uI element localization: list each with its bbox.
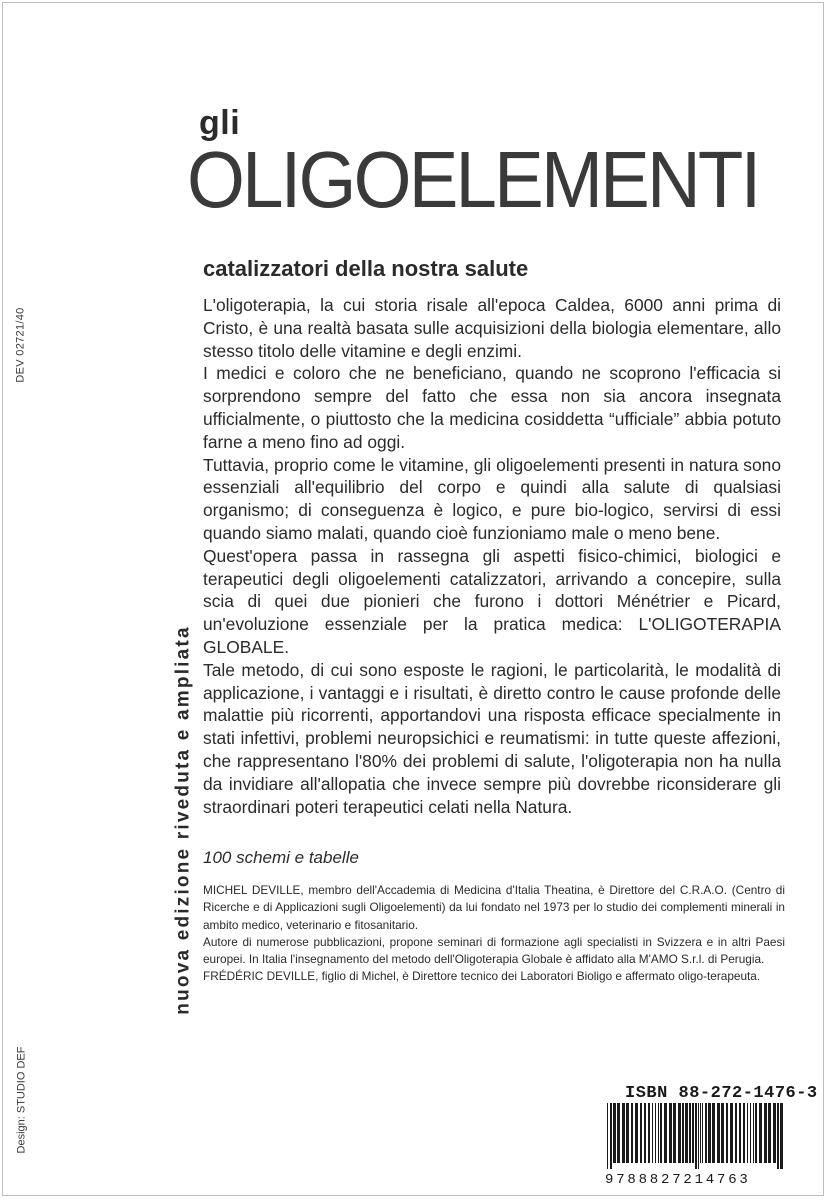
book-title: OLIGOELEMENTI	[187, 135, 759, 224]
edition-label	[166, 560, 202, 1080]
isbn-label: ISBN 88-272-1476-3	[625, 1084, 818, 1103]
design-credit	[6, 1040, 36, 1160]
description-paragraph: Quest'opera passa in rassegna gli aspetti fisico-chimici, biologici e terapeutici degli oligoelementi catalizzatori, arrivando a concepire, sulla scia di quei due pionieri che furono i dottori Ménétrier e Picard, un'evoluzione essenziale per la pratica medica: L'OLIGOTERAPIA GLOBALE.	[203, 545, 781, 657]
description-paragraph: I medici e coloro che ne beneficiano, quando ne scoprono l'efficacia si sorprendono sempre del fatto che essa non sia ancora insegnata ufficialmente, o piuttosto che la medicina cosiddetta “ufficiale” abbia potuto farne a meno fino ad oggi.	[203, 363, 781, 452]
side-code	[6, 300, 36, 390]
barcode-icon	[605, 1103, 785, 1169]
bio-paragraph: Autore di numerose pubblicazioni, propone seminari di formazione agli specialisti in Svizzera e in altri Paesi europei. In Italia l'insegnamento del metodo dell'Oligoterapia Globale è affidato alla M'AMO S.r.l. di Perugia.	[203, 934, 785, 967]
description-paragraph: Tuttavia, proprio come le vitamine, gli oligoelementi presenti in natura sono essenziali all'equilibrio del corpo e quindi alla salute di qualsiasi organismo; di conseguenza è logico, e pure bio-logico, servirsi di essi quando siamo malati, quando cioè funzioniamo male o meno bene.	[203, 454, 781, 543]
edition-label-text: nuova edizione riveduta e ampliata	[173, 625, 195, 1015]
description-paragraph: L'oligoterapia, la cui storia risale all'epoca Caldea, 6000 anni prima di Cristo, è una realtà basata sulle acquisizioni della biologia elementare, allo stesso titolo delle vitamine e degli enzimi.	[203, 295, 781, 361]
barcode-number: 9788827214763	[605, 1172, 751, 1188]
schemi-note: 100 schemi e tabelle	[203, 848, 359, 867]
design-credit-text: Design: STUDIO DEF	[15, 1046, 27, 1154]
book-subtitle: catalizzatori della nostra salute	[203, 256, 529, 281]
side-code-text: DEV 02721/40	[15, 307, 27, 383]
author-bio	[203, 882, 785, 986]
description-paragraph: Tale metodo, di cui sono esposte le ragioni, le particolarità, le modalità di applicazione, i vantaggi e i risultati, è diretto contro le cause profonde delle malattie più ricorrenti, apportandovi una risposta efficace specialmente in stati infettivi, problemi neuropsichici e reumatismi: in tutte queste affezioni, che rappresentano l'80% dei problemi di salute, l'oligoterapia non ha nulla da invidiare all'allopatia che invece sempre più dovrebbe riconsiderare gli straordinari poteri terapeutici celati nella Natura.	[203, 659, 781, 817]
bio-paragraph: MICHEL DEVILLE, membro dell'Accademia di Medicina d'Italia Theatina, è Direttore del C.R.A.O. (Centro di Ricerche e di Applicazioni sugli Oligoelementi) da lui fondato nel 1973 per lo studio dei complementi minerali in ambito medico, veterinario e fitosanitario.	[203, 883, 785, 932]
title-article: gli	[199, 104, 241, 142]
bio-paragraph: FRÉDÉRIC DEVILLE, figlio di Michel, è Direttore tecnico dei Laboratori Bioligo e affermato oligo-terapeuta.	[203, 969, 761, 984]
description-text	[203, 294, 781, 818]
